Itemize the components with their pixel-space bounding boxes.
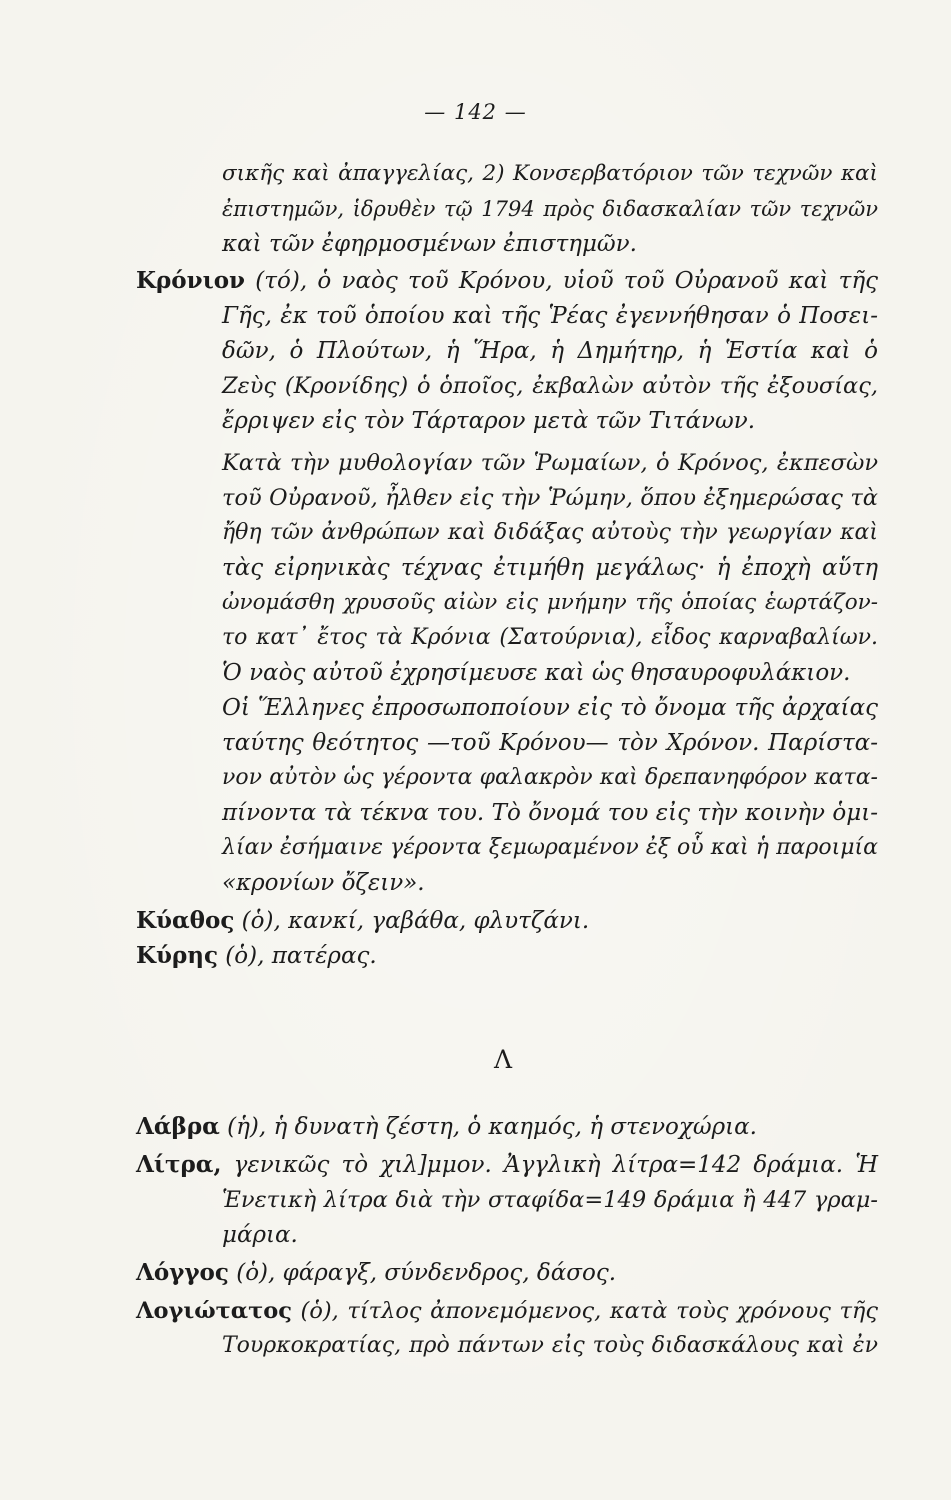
continuation-line-3: καὶ τῶν ἐφηρμοσμένων ἐπιστημῶν. xyxy=(222,231,637,257)
continuation-line-1: σικῆς καὶ ἀπαγγελίας, 2) Κονσερβατόριον τῶν τεχνῶν καὶ xyxy=(222,161,878,186)
entry-kronion-line-15: νον αὐτὸν ὡς γέροντα φαλακρὸν καὶ δρεπανηφόρον κατα- xyxy=(222,765,878,790)
headword-longos: Λόγγος xyxy=(136,1259,229,1286)
entry-logiotatos-line-1 xyxy=(136,1296,878,1326)
entry-kronion-line-1 xyxy=(136,266,878,296)
entry-kronion-line-18: «κρονίων ὄζειν». xyxy=(222,870,425,896)
entry-kronion-line-5: ἔρριψεν εἰς τὸν Τάρταρον μετὰ τῶν Τιτάνων. xyxy=(222,408,756,434)
entry-litra-line-3: μάρια. xyxy=(222,1222,298,1248)
entry-kronion-line-16: πίνοντα τὰ τέκνα του. Τὸ ὄνομά του εἰς τὴν κοινὴν ὁμι- xyxy=(222,800,878,826)
entry-kronion-line-9: τὰς εἰρηνικὰς τέχνας ἐτιμήθη μεγάλως· ἡ ἐποχὴ αὕτη xyxy=(222,555,878,581)
headword-kyris: Κύρης xyxy=(136,942,218,969)
entry-kyris-definition: (ὁ), πατέρας. xyxy=(225,943,377,969)
entry-kronion-definition-start: (τό), ὁ ναὸς τοῦ Κρόνου, υἱοῦ τοῦ Οὐρανοῦ καὶ τῆς xyxy=(255,268,879,294)
entry-logiotatos-line-2: Τουρκοκρατίας, πρὸ πάντων εἰς τοὺς διδασκάλους καὶ ἐν xyxy=(222,1333,878,1358)
entry-litra-line-1 xyxy=(136,1150,878,1180)
entry-kronion-line-12: Ὁ ναὸς αὐτοῦ ἐχρησίμευσε καὶ ὡς θησαυροφυλάκιον. xyxy=(222,660,851,686)
headword-litra: Λίτρα, xyxy=(136,1151,222,1178)
page-number: — 142 — xyxy=(424,100,527,124)
entry-kyris xyxy=(136,941,377,971)
entry-kyathos xyxy=(136,906,589,936)
entry-longos xyxy=(136,1258,616,1288)
entry-litra-definition-start: γενικῶς τὸ χιλ]μμον. Ἀγγλικὴ λίτρα=142 δράμια. Ἡ xyxy=(233,1152,879,1178)
entry-lavra xyxy=(136,1112,757,1142)
entry-kronion-line-10: ὠνομάσθη χρυσοῦς αἰὼν εἰς μνήμην τῆς ὁποίας ἑωρτάζον- xyxy=(222,590,878,615)
entry-kronion-line-4: Ζεὺς (Κρονίδης) ὁ ὁποῖος, ἐκβαλὼν αὐτὸν τῆς ἐξουσίας, xyxy=(222,373,878,399)
entry-logiotatos-definition-start: (ὁ), τίτλος ἀπονεμόμενος, κατὰ τοὺς χρόνους τῆς xyxy=(300,1298,878,1324)
section-letter-lambda: Λ xyxy=(493,1045,513,1074)
entry-kronion-line-7: τοῦ Οὐρανοῦ, ἦλθεν εἰς τὴν Ῥώμην, ὅπου ἐξημερώσας τὰ xyxy=(222,485,878,511)
entry-kyathos-definition: (ὁ), κανκί, γαβάθα, φλυτζάνι. xyxy=(241,908,590,934)
entry-kronion-line-13: Οἱ Ἕλληνες ἐπροσωποποίουν εἰς τὸ ὄνομα τῆς ἀρχαίας xyxy=(222,695,878,721)
entry-kronion-line-11: το κατ᾽ ἔτος τὰ Κρόνια (Σατούρνια), εἶδος καρναβαλίων. xyxy=(222,625,878,650)
entry-litra-line-2: Ἑνετικὴ λίτρα διὰ τὴν σταφίδα=149 δράμια ἢ 447 γραμ- xyxy=(222,1187,878,1213)
entry-kronion-line-2: Γῆς, ἐκ τοῦ ὁποίου καὶ τῆς Ῥέας ἐγεννήθησαν ὁ Ποσει- xyxy=(222,303,878,329)
headword-logiotatos: Λογιώτατος xyxy=(136,1298,292,1324)
entry-kronion-line-14: ταύτης θεότητος —τοῦ Κρόνου— τὸν Χρόνον. Παρίστα- xyxy=(222,730,878,756)
headword-kyathos: Κύαθος xyxy=(136,907,235,934)
entry-kronion-line-3: δῶν, ὁ Πλούτων, ἡ Ἥρα, ἡ Δημήτηρ, ἡ Ἑστία καὶ ὁ xyxy=(222,338,878,364)
entry-kronion-line-17: λίαν ἐσήμαινε γέροντα ξεμωραμένον ἐξ οὗ καὶ ἡ παροιμία xyxy=(222,835,878,860)
entry-lavra-definition: (ἡ), ἡ δυνατὴ ζέστη, ὁ καημός, ἡ στενοχώρια. xyxy=(227,1114,757,1140)
continuation-line-2: ἐπιστημῶν, ἱδρυθὲν τῷ 1794 πρὸς διδασκαλίαν τῶν τεχνῶν xyxy=(222,197,878,221)
entry-kronion-line-6: Κατὰ τὴν μυθολογίαν τῶν Ῥωμαίων, ὁ Κρόνος, ἐκπεσὼν xyxy=(222,450,878,476)
entry-longos-definition: (ὁ), φάραγξ, σύνδενδρος, δάσος. xyxy=(236,1260,617,1286)
headword-lavra: Λάβρα xyxy=(136,1113,220,1140)
headword-kronion: Κρόνιον xyxy=(136,267,246,294)
entry-kronion-line-8: ἤθη τῶν ἀνθρώπων καὶ διδάξας αὐτοὺς τὴν γεωργίαν καὶ xyxy=(222,520,878,545)
